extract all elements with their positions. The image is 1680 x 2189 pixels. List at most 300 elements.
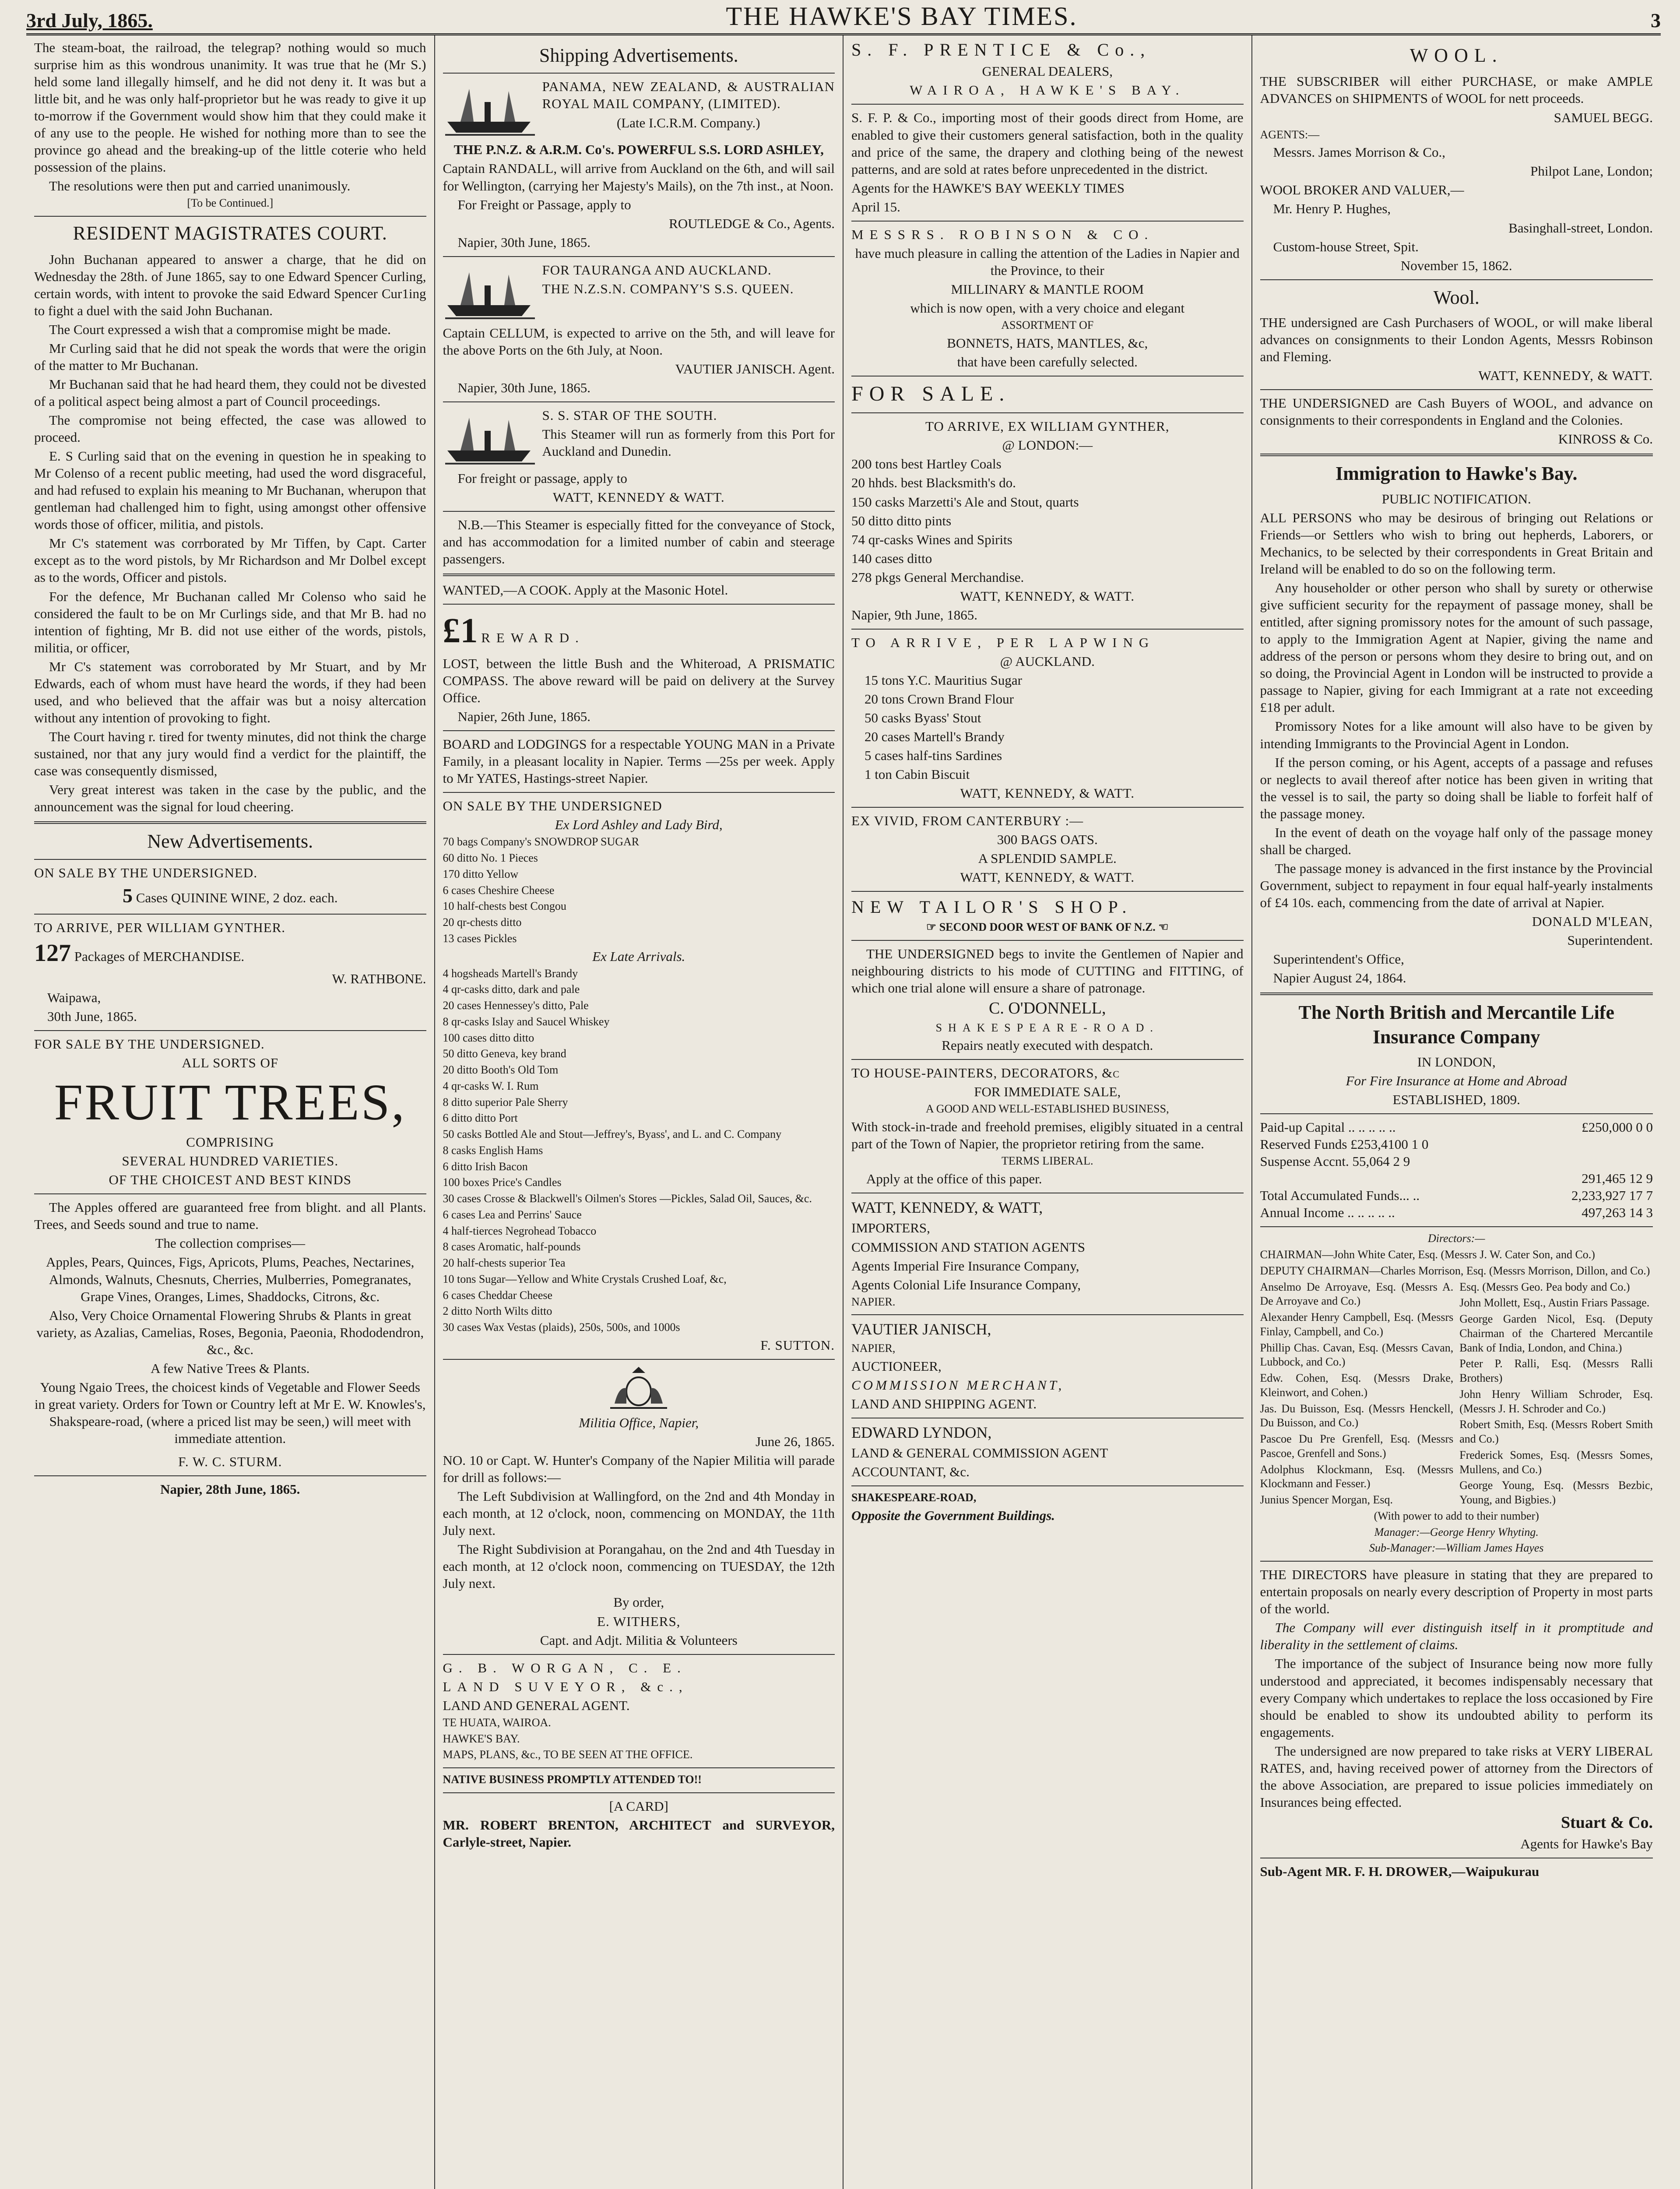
funds-row [1260,1119,1653,1136]
steamship-icon [443,78,537,139]
sale-item: 10 tons Sugar—Yellow and White Crystals Crushed Loaf, &c, [443,1272,727,1285]
ad-line: Philpot Lane, London; [1530,163,1653,179]
ad-line: LAND AND GENERAL AGENT. [443,1697,630,1713]
ad-paragraph: This Steamer will run as formerly from this Port for Auckland and Dunedin. [542,426,835,459]
janisch-ad [851,1320,1244,1412]
director-line: Edw. Cohen, Esq. (Messrs Drake, Kleinwort, and Cohen.) [1260,1372,1454,1399]
funds-row [1260,1153,1653,1170]
directors-list [1260,1280,1653,1509]
ad-line: which is now open, with a very choice and elegant [910,300,1185,316]
militia-notice [443,1364,835,1649]
ad-title: THE N.Z.S.N. COMPANY'S S.S. QUEEN. [542,281,794,296]
director-line: Anselmo De Arroyave, Esq. (Messrs A. De Arroyave and Co.) [1260,1280,1454,1308]
directors-heading: Directors:— [1428,1232,1485,1245]
funds-label: Suspense Accnt. 55,064 2 9 [1260,1154,1410,1169]
divider [851,940,1244,941]
court-paragraph: E. S Curling said that on the evening in question he in speaking to Mr Colenso of a recent public meeting, had used the word disgraceful, and had refused to explain his meaning to Mr Buchanan, wherupon that gentleman had challenged him to fight, using amongst other offensive words those of officer, militia, and pistols. [34,448,426,532]
ad-paragraph: The importance of the subject of Insurance being now more fully understood and appreciated, it becomes indispensably necessary that every Company which undertakes to replace the loss occasioned by Fire should be enabled to show its undoubted ability to perform its engagements. [1260,1656,1653,1740]
funds-row [1260,1170,1653,1187]
notice-signature: DONALD M'LEAN, [1532,913,1653,929]
notice-signature: Capt. and Adjt. Militia & Volunteers [540,1632,738,1648]
director-line: George Young, Esq. (Messrs Bezbic, Young, and Bigbies.) [1459,1479,1653,1506]
court-paragraph: The Court expressed a wish that a compromise might be made. [49,321,391,337]
ad-line: For Fire Insurance at Home and Abroad [1346,1073,1567,1089]
ad-line: @ AUCKLAND. [1000,653,1095,669]
ad-title: TO ARRIVE, PER LAPWING [851,634,1155,650]
sale-item: 5 cases half-tins Sardines [865,748,1002,764]
ad-line: Ex Late Arrivals. [592,948,685,964]
ad-paragraph: For freight or passage, apply to [457,470,627,486]
divider [443,401,835,402]
divider [1260,1113,1653,1114]
ad-signature: KINROSS & Co. [1558,431,1653,447]
ad-paragraph: A few Native Trees & Plants. [151,1360,310,1376]
notice-paragraph: Promissory Notes for a like amount will also have to be given by intending Immigrants to the Provincial Agent in London. [1260,718,1653,751]
notice-paragraph: The Right Subdivision at Porangahau, on the 2nd and 4th Tuesday in each month, at 12 o'clock noon, commencing on TUESDAY, the 12th July next. [443,1541,835,1591]
ad-line: HAWKE'S BAY. [443,1732,520,1745]
sale-item: 4 hogsheads Martell's Brandy [443,967,578,980]
sale-item: 30 cases Crosse & Blackwell's Oilmen's Stores —Pickles, Salad Oil, Sauces, &c. [443,1192,812,1205]
column-3 [844,35,1252,2189]
ad-line: Basinghall-street, London. [1508,220,1653,236]
masthead [26,2,1661,35]
divider [851,376,1244,377]
court-paragraph: Very great interest was taken in the case by the public, and the announcement was the signal for loud cheering. [34,782,426,815]
divider [443,511,835,512]
sale-item: 50 casks Bottled Ale and Stout—Jeffrey's, Byass', and L. and C. Company [443,1128,782,1141]
divider [851,412,1244,413]
divider [1260,992,1653,995]
ad-line: Agents Imperial Fire Insurance Company, [851,1258,1079,1274]
divider [1260,279,1653,280]
sale-item: 100 boxes Price's Candles [443,1176,562,1189]
ad-date: Napier, 26th June, 1865. [457,709,591,725]
court-heading: RESIDENT MAGISTRATES COURT. [73,222,387,244]
ad-line: @ LONDON:— [1002,437,1093,453]
funds-row [1260,1187,1653,1204]
ad-paragraph: THE undersigned are Cash Purchasers of WOOL, or will make liberal advances on consignments to their London Agents, Messrs Robinson and Fleming. [1260,315,1653,365]
ad-signature: Stuart & Co. [1561,1813,1653,1832]
sale-item: 8 qr-casks Islay and Saucel Whiskey [443,1015,610,1028]
ad-signature: WATT, KENNEDY & WATT. [552,489,725,505]
ad-line: that have been carefully selected. [957,354,1138,370]
notice-paragraph: If the person coming, or his Agent, accepts of a passage and refuses or neglects to avail thereof after notice has been given in writing that the vessel is to sail, the party so doing shall be liable to forfeit half of the passage money. [1260,754,1653,821]
ad-name: VAUTIER JANISCH, [851,1320,991,1338]
ad-line: COMMISSION AND STATION AGENTS [851,1239,1086,1255]
sale-item: 278 pkgs General Merchandise. [851,569,1024,585]
ad-line: SEVERAL HUNDRED VARIETIES. [122,1153,339,1169]
ad-title: EX VIVID, FROM CANTERBURY :— [851,813,1084,829]
pointing-hand-icon: ☞ [926,920,937,933]
director-line: Jas. Du Buisson, Esq. (Messrs Henckell, Du Buisson, and Co.) [1260,1402,1454,1429]
divider [34,1030,426,1031]
sale-item: 20 cases Martell's Brandy [865,729,1005,745]
ad-line: LAND SUVEYOR, &c., [443,1679,689,1694]
director-line: CHAIRMAN—John White Cater, Esq. (Messrs J. W. Cater Son, and Co.) [1260,1248,1595,1261]
notice-paragraph: The passage money is advanced in the first instance by the Provincial Government, subject to repayment in four equal half-yearly instalments of £4 10s. each, commencing from the date of arrival at Napier. [1260,860,1653,910]
divider [1260,1226,1653,1227]
tauranga-ad [443,261,835,396]
ad-line: BONNETS, HATS, MANTLES, &c, [947,335,1148,351]
sale-item: 20 qr-chests ditto [443,916,522,929]
manager-line: Manager:—George Henry Whyting. [1374,1525,1539,1538]
court-report [34,251,426,816]
sale-item: 30 cases Wax Vestas (plaids), 250s, 500s, and 1000s [443,1321,680,1334]
director-line: Phillip Chas. Cavan, Esq. (Messrs Cavan, Lubbock, and Co.) [1260,1341,1454,1369]
ad-paragraph: S. F. P. & Co., importing most of their goods direct from Home, are enabled to give their customers general satisfaction, both in the quality and price of the same, the drapery and clothing being of the newest patterns, and are sold at rates before unprecedented in the district. [851,110,1244,177]
ad-paragraph: For Freight or Passage, apply to [457,197,631,212]
paper-title: THE HAWKE'S BAY TIMES. [726,2,1078,31]
wool-kinross-ad [1260,394,1653,447]
ad-paragraph: The Apples offered are guaranteed free from blight. and all Plants. Trees, and Seeds sound and true to name. [34,1200,426,1232]
ad-line: Repairs neatly executed with despatch. [942,1038,1153,1053]
ad-line: IN LONDON, [1417,1054,1496,1070]
ad-line: Opposite the Government Buildings. [851,1507,1055,1523]
divider [443,1654,835,1655]
sale-item: 20 hhds. best Blacksmith's do. [851,475,1016,491]
ad-line: MAPS, PLANS, &c., TO BE SEEN AT THE OFFICE. [443,1748,693,1761]
notice-signature: Superintendent. [1567,933,1653,948]
ad-paragraph: The collection comprises— [155,1235,306,1251]
ad-date: 30th June, 1865. [47,1009,137,1024]
ad-line: TO ARRIVE, PER WILLIAM GYNTHER. [34,919,286,935]
court-paragraph: The compromise not being effected, the case was allowed to proceed. [34,412,426,445]
article-paragraph: The resolutions were then put and carried unanimously. [49,178,351,194]
ad-line: FOR SALE BY THE UNDERSIGNED. [34,1036,265,1052]
brenton-card [443,1798,835,1851]
lyndon-ad [851,1423,1244,1524]
issue-date: 3rd July, 1865. [26,9,153,32]
royal-crest-icon [606,1364,671,1412]
ad-lead: FOR TAURANGA AND AUCKLAND. [542,262,772,278]
sale-item: 8 ditto superior Pale Sherry [443,1095,568,1109]
star-of-south-ad [443,407,835,567]
divider [851,629,1244,630]
divider [34,821,426,824]
fruit-trees-ad [34,1035,426,1498]
divider [34,914,426,915]
funds-label: Total Accumulated Funds... .. [1260,1188,1420,1204]
sale-item: 10 half-chests best Congou [443,900,566,913]
funds-value: 2,233,927 17 7 [1571,1188,1653,1204]
court-paragraph: Mr C's statement was corrborated by Mr Tiffen, by Capt. Carter except as to the word pistols, by Mr Richardson and Mr Dolbel except as to the words, Officer and pistols. [34,535,426,585]
ad-paragraph: The undersigned are now prepared to take risks at VERY LIBERAL RATES, and, having received power of attorney from the Directors of the above Association, are prepared to issue policies immediately on Insurances being effected. [1260,1743,1653,1810]
ad-signature: VAUTIER JANISCH. Agent. [675,361,835,377]
ad-line: LAND & GENERAL COMMISSION AGENT [851,1445,1108,1461]
court-paragraph: The Court having r. tired for twenty minutes, did not think the charge sustained, nor that any jury would find a verdict for the plaintiff, the case was consequently dismissed, [34,728,426,778]
reward-word: REWARD. [481,630,585,646]
ad-signature: WATT, KENNEDY, & WATT. [960,869,1135,885]
director-line: Pascoe Du Pre Grenfell, Esq. (Messrs Pascoe, Grenfell and Sons.) [1260,1432,1454,1460]
sale-item: 4 qr-casks ditto, dark and pale [443,983,580,996]
divider [851,1059,1244,1060]
notice-order: By order, [613,1594,664,1610]
ad-line: SECOND DOOR WEST OF BANK OF N.Z. [939,920,1156,933]
wool-heading: WOOL. [1409,45,1503,66]
divider [443,604,835,605]
sale-item: 8 casks English Hams [443,1144,543,1157]
wkw-ad [851,1198,1244,1309]
sale-item: 150 casks Marzetti's Ale and Stout, quarts [851,494,1079,510]
ad-line: IMPORTERS, [851,1220,930,1236]
ad-line: AGENTS:— [1260,128,1320,141]
sale-item: 2 ditto North Wilts ditto [443,1305,552,1318]
ashley-sale-ad [443,797,835,1354]
ad-line: COMMISSION MERCHANT, [851,1377,1065,1393]
ad-line: Messrs. James Morrison & Co., [1273,144,1446,160]
shipping-heading: Shipping Advertisements. [539,45,738,66]
board-ad: BOARD and LODGINGS for a respectable YOUNG MAN in a Private Family, in a pleasant locality in Napier. Terms —25s per week. Apply to Mr YATES, Hastings-street Napier. [443,736,835,786]
sale-item: 6 ditto ditto Port [443,1112,518,1125]
ad-date: November 15, 1862. [1400,257,1512,273]
divider [851,1314,1244,1315]
notice-paragraph: The Left Subdivision at Wallingford, on the 2nd and 4th Monday in each month, at 12 o'clock, noon, commencing on MONDAY, the 11th July next. [443,1489,835,1538]
notice-date: June 26, 1865. [756,1434,835,1450]
funds-row [1260,1136,1653,1153]
ad-line: ASSORTMENT OF [1001,319,1094,331]
ad-paragraph: THE DIRECTORS have pleasure in stating that they are prepared to entertain proposals on nearly every description of Property in most parts of the world. [1260,1567,1653,1617]
ad-line: TO ARRIVE, EX WILLIAM GYNTHER, [925,419,1170,434]
funds-row [1260,1204,1653,1221]
sale-item: 13 cases Pickles [443,932,517,945]
ad-lead: ON SALE BY THE UNDERSIGNED [443,798,662,814]
ad-signature: SAMUEL BEGG. [1553,109,1653,125]
sale-item: 6 cases Cheshire Cheese [443,883,555,897]
ad-line: OF THE CHOICEST AND BEST KINDS [109,1172,351,1188]
sale-item: 20 tons Crown Brand Flour [865,691,1014,707]
prentice-ad [851,39,1244,215]
sale-item: 170 ditto Yellow [443,867,519,880]
ad-quantity: 5 [122,884,133,907]
ad-line: FOR IMMEDIATE SALE, [974,1084,1121,1100]
ad-title: G. B. WORGAN, C. E. [443,1660,687,1675]
notice-date: Napier August 24, 1864. [1273,970,1406,986]
ad-date: April 15. [851,199,900,215]
director-line: John Mollett, Esq., Austin Friars Passage. [1459,1296,1650,1309]
ad-line: WOOL BROKER AND VALUER,— [1260,182,1464,198]
ad-paragraph: Also, Very Choice Ornamental Flowering Shrubs & Plants in great variety, as Azalias, Camelias, Roses, Begonia, Paeonia, Rhododendron, &c., &c. [36,1307,424,1357]
sale-item: 6 cases Cheddar Cheese [443,1288,553,1302]
ad-line: LAND AND SHIPPING AGENT. [851,1396,1037,1411]
continued-article [34,39,426,211]
ad-paragraph: Apples, Pears, Quinces, Figs, Apricots, Plums, Peaches, Nectarines, Almonds, Walnuts, Chesnuts, Cherries, Mulberries, Pomegranates, Grape Vines, Oranges, Limes, Shaddocks, Citrons, &c. [46,1254,415,1304]
director-line: Alexander Henry Campbell, Esq. (Messrs Finlay, Campbell, and Co.) [1260,1311,1454,1338]
immigration-heading: Immigration to Hawke's Bay. [1336,463,1578,485]
ad-line: 300 BAGS OATS. [997,832,1098,848]
court-paragraph: For the defence, Mr Buchanan called Mr Colenso who said he considered the fault to be on Mr Curlings side, and that Mr B. had no intention of fighting, Mr B. did not use either of the words, pistols, militia, or officer, [34,588,426,655]
directors-left [1260,1280,1454,1509]
sale-item: 20 half-chests superior Tea [443,1256,566,1270]
ad-line: TERMS LIBERAL. [1002,1154,1093,1168]
funds-label: Paid-up Capital .. .. .. .. .. [1260,1119,1396,1135]
ad-signature: Agents for Hawke's Bay [1520,1836,1653,1851]
director-line: Robert Smith, Esq. (Messrs Robert Smith and Co.) [1459,1418,1653,1446]
ad-title: NEW TAILOR'S SHOP. [851,897,1133,917]
ad-signature: F. W. C. STURM. [178,1453,282,1469]
sale-item: 100 cases ditto ditto [443,1031,534,1044]
ad-line: AUCTIONEER, [851,1358,942,1374]
vivid-ad [851,812,1244,886]
ad-line: ALL SORTS OF [182,1055,279,1071]
director-line: (With power to add to their number) [1374,1509,1539,1522]
ad-paragraph: THE SUBSCRIBER will either PURCHASE, or make AMPLE ADVANCES on SHIPMENTS of WOOL for nett proceeds. [1260,74,1653,106]
insurance-heading: The North British and Mercantile Life Insurance Company [1298,1002,1614,1048]
divider [443,792,835,793]
continued-note: [To be Continued.] [187,197,274,210]
ad-paragraph: With stock-in-trade and freehold premises, eligibly situated in a central part of the Town of Napier, the proprietor retiring from the same. [851,1119,1244,1152]
insurance-ad [1260,1053,1653,1880]
ad-line: TE HUATA, WAIROA. [443,1716,551,1729]
lapwing-ad [851,634,1244,802]
notice-line: Superintendent's Office, [1273,951,1404,967]
worgan-ad [443,1659,835,1787]
ad-line: SHAKESPEARE-ROAD, [851,1491,977,1504]
ad-paragraph: The Company will ever distinguish itself in it promptitude and liberality in the settlement of claims. [1260,1620,1653,1653]
card-label: [A CARD] [609,1798,668,1814]
ad-line: have much pleasure in calling the attention of the Ladies in Napier and the Province, to their [855,245,1240,278]
divider [1260,454,1653,456]
director-line: George Garden Nicol, Esq. (Deputy Chairman of the Chartered Mercantile Bank of India, London, and China.) [1459,1313,1653,1354]
panama-ad [443,78,835,250]
sale-item: 50 ditto ditto pints [851,513,952,528]
funds-value: 497,263 14 3 [1582,1205,1653,1221]
ad-paragraph: Agents for the HAWKE'S BAY WEEKLY TIMES [851,180,1125,196]
sale-item: 74 qr-casks Wines and Spirits [851,531,1012,547]
steamship-icon [443,261,537,323]
ad-title: MESSRS. ROBINSON & CO. [851,226,1154,242]
cook-ad: WANTED,—A COOK. Apply at the Masonic Hotel. [443,582,728,598]
divider [1260,1561,1653,1562]
ad-paragraph: THE UNDERSIGNED begs to invite the Gentlemen of Napier and neighbouring districts to his mode of CUTTING and FITTING, of which one trial alone will ensure a share of patronage. [851,946,1244,996]
divider [34,1193,426,1194]
divider [1260,389,1653,390]
fruit-trees-title: FRUIT TREES, [54,1073,406,1131]
ad-line: NAPIER, [851,1341,896,1355]
court-paragraph: Mr Buchanan said that he had heard them, they could not be divested of a political aspect being almost a part of Council proceedings. [34,376,426,409]
divider [443,73,835,74]
ad-line: ESTABLISHED, 1809. [1392,1092,1520,1108]
divider [851,891,1244,892]
divider [443,730,835,731]
card-body: MR. ROBERT BRENTON, ARCHITECT and SURVEYOR, Carlyle-street, Napier. [443,1817,835,1850]
sale-item: 50 ditto Geneva, key brand [443,1047,566,1060]
notice-paragraph: NO. 10 or Capt. W. Hunter's Company of the Napier Militia will parade for drill as follows:— [443,1453,835,1485]
sale-item: 8 cases Aromatic, half-pounds [443,1240,581,1253]
ad-line: A GOOD AND WELL-ESTABLISHED BUSINESS, [925,1102,1169,1116]
sale-item: 6 ditto Irish Bacon [443,1160,528,1173]
ad-line: MILLINARY & MANTLE ROOM [951,281,1144,297]
director-line: Peter P. Ralli, Esq. (Messrs Ralli Brothers) [1459,1357,1653,1385]
ad-paragraph: THE UNDERSIGNED are Cash Buyers of WOOL, and advance on consignments to their correspondents in England and the Colonies. [1260,395,1653,428]
notice-paragraph: Any householder or other person who shall by surety or otherwise give sufficient security for the repayment of passage money, shall be entitled, after signing promissory notes for the amount of such passage, to apply to the Immigration Agent at Napier, giving the name and address of the person or persons whom they desire to bring out, and on so doing, the Provincial Agent in London will be instructed to provide a passage to Napier, giving for each Immigrant at a rate not exceeding £18 per adult. [1260,580,1653,715]
ad-line: Apply at the office of this paper. [866,1171,1042,1187]
sale-item: 140 cases ditto [851,550,932,566]
ad-line: (Late I.C.R.M. Company.) [616,115,760,130]
for-sale-ad [851,381,1244,623]
ad-line: Custom-house Street, Spit. [1273,239,1419,254]
funds-value: £250,000 0 0 [1582,1119,1653,1135]
ad-paragraph: LOST, between the little Bush and the Whiteroad, A PRISMATIC COMPASS. The above reward will be paid on delivery at the Survey Office. [443,655,835,706]
painters-ad [851,1064,1244,1187]
notice-line: PUBLIC NOTIFICATION. [1381,491,1531,507]
ad-line: SHAKESPEARE-ROAD. [935,1021,1159,1034]
divider [34,1475,426,1476]
tailor-ad [851,896,1244,1054]
notice-place: Militia Office, Napier, [579,1415,699,1430]
funds-value: 291,465 12 9 [1582,1171,1653,1186]
ad-signature: WATT, KENNEDY, & WATT. [960,588,1135,604]
ad-name: C. O'DONNELL, [988,999,1106,1017]
divider [443,574,835,576]
ad-line: WAIROA, HAWKE'S BAY. [910,82,1185,98]
funds-label: Reserved Funds £253,4100 1 0 [1260,1137,1429,1152]
sale-item: 6 cases Lea and Perrins' Sauce [443,1208,582,1221]
divider [34,859,426,860]
gynther-ad [34,919,426,1025]
robinson-ad [851,226,1244,370]
page-number: 3 [1651,9,1661,32]
immigration-notice [1260,490,1653,986]
ad-signature: ROUTLEDGE & Co., Agents. [669,215,835,231]
directors-right [1459,1280,1653,1509]
director-line: Frederick Somes, Esq. (Messrs Somes, Mullens, and Co.) [1459,1448,1653,1476]
director-line: Junius Spencer Morgan, Esq. [1260,1493,1393,1506]
ad-line: Ex Lord Ashley and Lady Bird, [555,817,723,833]
ad-lead: PANAMA, NEW ZEALAND, & AUSTRALIAN ROYAL MAIL COMPANY, (LIMITED). [542,79,835,112]
column-2 [435,35,844,2189]
sale-item: 20 ditto Booth's Old Tom [443,1063,559,1077]
director-line: Esq. (Messrs Geo. Pea body and Co.) [1459,1280,1630,1293]
pointing-hand-icon: ☜ [1158,920,1169,933]
ad-signature: F. SUTTON. [760,1337,835,1353]
sale-item: 4 qr-casks W. I. Rum [443,1079,539,1092]
sale-item: 20 cases Hennessey's ditto, Pale [443,999,589,1012]
court-paragraph: Mr C's statement was corroborated by Mr Stuart, and by Mr Edwards, each of whom must have heard the words, if they had been used, and who believed that the affair was but a noisy altercation without any intention of provoking to fight. [34,658,426,725]
ad-signature: W. RATHBONE. [332,971,426,987]
ad-title: S. F. PRENTICE & Co., [851,40,1151,60]
ad-line: NATIVE BUSINESS PROMPTLY ATTENDED TO!! [443,1773,702,1786]
ad-title: TO HOUSE-PAINTERS, DECORATORS, &c [851,1065,1120,1081]
new-ads-heading: New Advertisements. [147,831,313,852]
ad-line: Mr. Henry P. Hughes, [1273,201,1391,217]
director-line: Adolphus Klockmann, Esq. (Messrs Klockmann and Fesser.) [1260,1463,1454,1490]
director-line: DEPUTY CHAIRMAN—Charles Morrison, Esq. (Messrs Morrison, Dillon, and Co.) [1260,1264,1650,1277]
funds-label: Annual Income .. .. .. .. .. [1260,1205,1395,1221]
divider [851,221,1244,222]
court-paragraph: John Buchanan appeared to answer a charge, that he did on Wednesday the 28th. of June 1865, say to one Edward Spencer Curling, certain words, with intent to provoke the said Edward Spencer Cur1ing to fight a duel with the said John Buchanan. [34,251,426,318]
reward-amount: £1 [443,612,478,651]
ad-quantity: 127 [34,939,71,967]
notice-paragraph: In the event of death on the voyage half only of the passage money shall be charged. [1260,824,1653,857]
court-paragraph: Mr Curling said that he did not speak the words that were the origin of the matter to Mr Buchanan. [34,340,426,373]
sale-item: 60 ditto No. 1 Pieces [443,852,538,865]
divider [34,216,426,217]
divider [443,1767,835,1768]
wool-heading-2: Wool. [1433,286,1480,308]
ad-lead: S. S. STAR OF THE SOUTH. [542,407,717,423]
wool-wkw-ad [1260,314,1653,384]
ad-title: FOR SALE. [851,382,1011,405]
manager-line: Sub-Manager:—William James Hayes [1369,1541,1544,1555]
ad-name: EDWARD LYNDON, [851,1423,992,1441]
column-1 [26,35,435,2189]
sale-item: 15 tons Y.C. Mauritius Sugar [865,672,1022,688]
divider [443,1359,835,1360]
ad-line: NAPIER. [851,1295,896,1308]
notice-paragraph: ALL PERSONS who may be desirous of bringing out Relations or Friends—or Settlers who wish to bring out hepherds, Laborers, or Mechanics, to be selected by their correspondents in Great Britain and Ireland will be enabled to do so on the following term. [1260,510,1653,577]
ad-line: Cases QUININE WINE, 2 doz. each. [136,890,338,905]
columns [26,35,1661,2189]
